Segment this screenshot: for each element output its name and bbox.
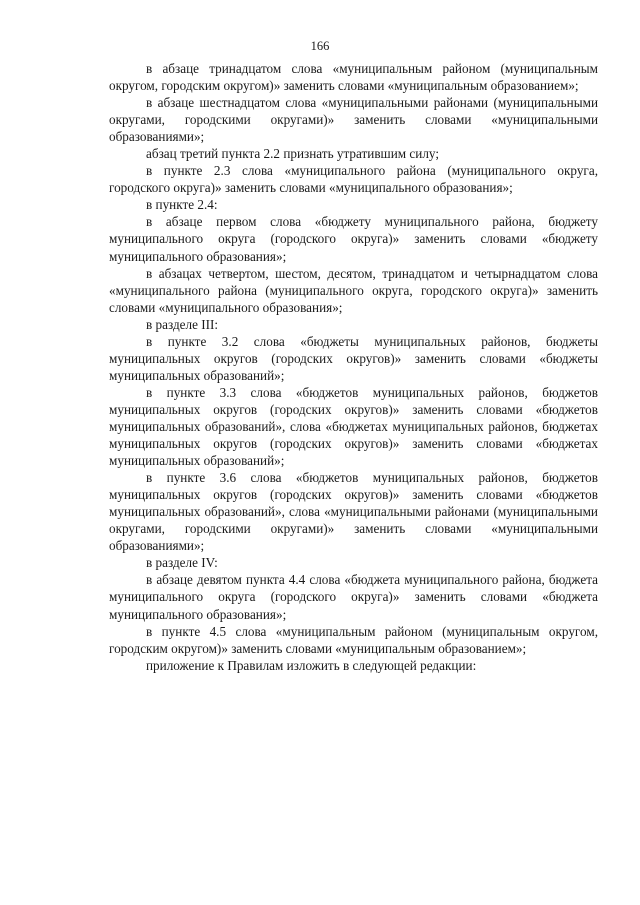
paragraph: в разделе III:: [146, 316, 219, 332]
paragraph: в абзаце девятом пункта 4.4 слова «бюджета муниципального района, бюджета муниципального округа (городского округа)» заменить словами «бюджета муниципального образования»;: [109, 572, 598, 622]
paragraph: в абзаце шестнадцатом слова «муниципальными районами (муниципальными округами, городскими округами)» заменить словами «муниципальными образованиями»;: [109, 95, 598, 145]
paragraph: в пункте 2.3 слова «муниципального района (муниципального округа, городского округа)» заменить словами «муниципального образования»;: [109, 163, 598, 196]
paragraph: в абзацах четвертом, шестом, десятом, тринадцатом и четырнадцатом слова «муниципального района (муниципального округа, городского округа)» заменить словами «муниципального образования»;: [109, 265, 598, 315]
paragraph: в пункте 3.2 слова «бюджеты муниципальных районов, бюджеты муниципальных округов (городских округов)» заменить словами «бюджеты муниципальных образований»;: [109, 333, 598, 383]
paragraph: в пункте 2.4:: [146, 197, 218, 213]
paragraph: в пункте 4.5 слова «муниципальным районом (муниципальным округом, городским округом)» заменить словами «муниципальным образованием»;: [109, 623, 598, 656]
paragraph: в разделе IV:: [146, 555, 218, 571]
paragraph: в абзаце тринадцатом слова «муниципальным районом (муниципальным округом, городским округом)» заменить словами «муниципальным образованием»;: [109, 61, 598, 94]
paragraph: в абзаце первом слова «бюджету муниципального района, бюджету муниципального округа (городского округа)» заменить словами «бюджету муниципального образования»;: [109, 214, 598, 264]
paragraph: приложение к Правилам изложить в следующей редакции:: [146, 657, 477, 673]
paragraph: в пункте 3.6 слова «бюджетов муниципальных районов, бюджетов муниципальных округов (городских округов)» заменить словами «бюджетов муниципальных образований», слова «муниципальными районами (муниципальными округами, городскими округами)» заменить словами «муниципальными образованиями»;: [109, 470, 598, 554]
paragraph: в пункте 3.3 слова «бюджетов муниципальных районов, бюджетов муниципальных округов (городских округов)» заменить словами «бюджетов муниципальных образований», слова «бюджетах муниципальных районов, бюджетах муниципальных округов (городских округов)» заменить словами «бюджетах муниципальных образований»;: [109, 384, 598, 469]
paragraph: абзац третий пункта 2.2 признать утратившим силу;: [146, 146, 439, 162]
page-number: 166: [310, 39, 330, 53]
document-body: [109, 60, 598, 674]
